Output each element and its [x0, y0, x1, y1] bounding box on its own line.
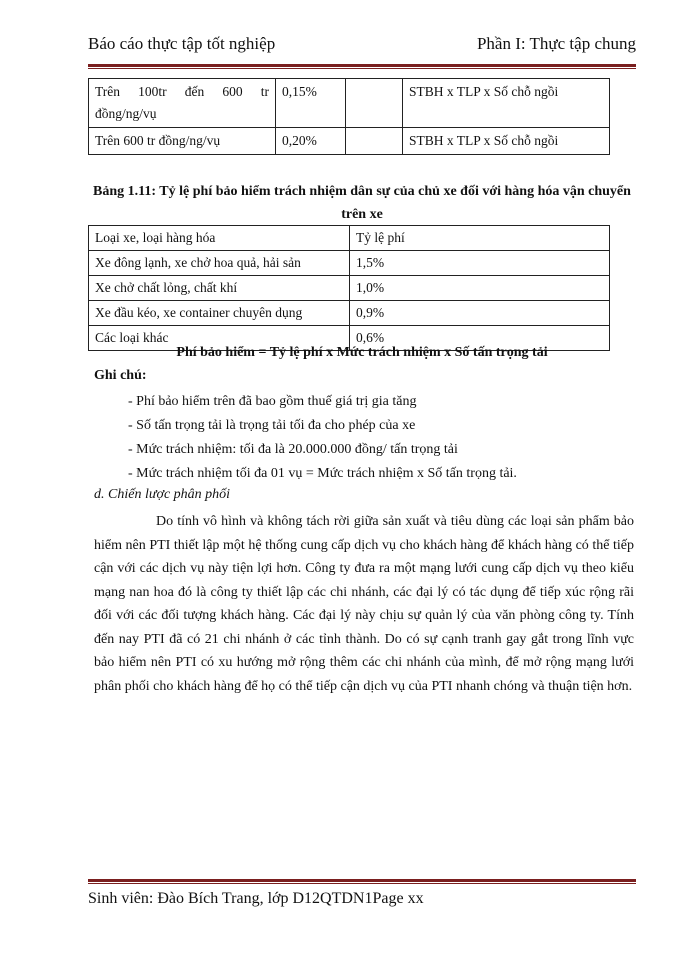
header-rule-thin	[88, 68, 636, 69]
section-title: d. Chiến lược phân phối	[94, 487, 231, 502]
header-report-title: Báo cáo thực tập tốt nghiệp	[88, 34, 276, 53]
table-cell: 0,9%	[350, 301, 610, 326]
page-footer: Sinh viên: Đào Bích Trang, lớp D12QTDN1Page xx	[88, 890, 424, 907]
note-item: - Mức trách nhiệm tối đa 01 vụ = Mức trách nhiệm x Số tấn trọng tải.	[128, 466, 517, 481]
premium-rate-table-continued	[88, 78, 610, 155]
header-rule-thick	[88, 64, 636, 67]
table-cell: STBH x TLP x Số chỗ ngồi	[403, 79, 610, 128]
table-cell: 1,0%	[350, 276, 610, 301]
table-cell: 0,20%	[276, 128, 346, 155]
table-cell	[346, 79, 403, 128]
footer-rule-thin	[88, 883, 636, 884]
table-row	[89, 301, 610, 326]
table-cell: Trên 100tr đến 600 tr đồng/ng/vụ	[89, 79, 276, 128]
table-cell: Trên 600 tr đồng/ng/vụ	[89, 128, 276, 155]
note-item: - Số tấn trọng tải là trọng tải tối đa cho phép của xe	[128, 418, 416, 433]
table-cell: Xe đầu kéo, xe container chuyên dụng	[89, 301, 350, 326]
table-caption: Bảng 1.11: Tỷ lệ phí bảo hiểm trách nhiệm dân sự của chủ xe đối với hàng hóa vận chuyển trên xe	[93, 184, 631, 222]
table-header-row	[89, 226, 610, 251]
table-cell	[346, 128, 403, 155]
note-item: - Mức trách nhiệm: tối đa là 20.000.000 đồng/ tấn trọng tải	[128, 442, 458, 457]
table-cell: 1,5%	[350, 251, 610, 276]
body-paragraph: Do tính vô hình và không tách rời giữa sản xuất và tiêu dùng các loại sản phẩm bảo hiểm nên PTI thiết lập một hệ thống cung cấp dịch vụ cho khách hàng để khách hàng có thể tiếp cận với các dịch vụ này tiện lợi hơn. Công ty đưa ra một mạng lưới cung cấp dịch vụ theo kiểu mạng nan hoa đó là công ty thiết lập các chi nhánh, các đại lý có tác dụng để tiếp xúc rộng rãi đối với các đối tượng khách hàng. Các đại lý này chịu sự quản lý của văn phòng công ty. Tính đến nay PTI đã có 21 chi nhánh ở các tỉnh thành. Do có sự cạnh tranh gay gắt trong lĩnh vực bảo hiểm nên PTI có xu hướng mở rộng thêm các chi nhánh của mình, để mở rộng mạng lưới phân phối cho khách hàng để họ có thể tiếp cận dịch vụ của PTI nhanh chóng và thuận tiện hơn.	[94, 514, 634, 694]
column-header: Tỷ lệ phí	[350, 226, 610, 251]
column-header: Loại xe, loại hàng hóa	[89, 226, 350, 251]
table-cell: Xe chở chất lỏng, chất khí	[89, 276, 350, 301]
table-row	[89, 79, 610, 128]
table-cell: STBH x TLP x Số chỗ ngồi	[403, 128, 610, 155]
footer-rule-thick	[88, 879, 636, 882]
note-item: - Phí bảo hiểm trên đã bao gồm thuế giá trị gia tăng	[128, 394, 417, 409]
table-cell: 0,6%	[350, 326, 610, 351]
table-cell: 0,15%	[276, 79, 346, 128]
header-section-title: Phần I: Thực tập chung	[476, 34, 636, 53]
premium-formula: Phí bảo hiểm = Tỷ lệ phí x Mức trách nhiệm x Số tấn trọng tải	[176, 345, 548, 360]
table-cell: Các loại khác	[89, 326, 350, 351]
cargo-fee-table	[88, 225, 610, 351]
table-row	[89, 128, 610, 155]
table-cell: Xe đông lạnh, xe chở hoa quả, hải sản	[89, 251, 350, 276]
notes-list	[128, 390, 517, 486]
notes-title: Ghi chú:	[94, 368, 147, 383]
table-row	[89, 276, 610, 301]
page-header	[88, 34, 636, 60]
table-row	[89, 251, 610, 276]
